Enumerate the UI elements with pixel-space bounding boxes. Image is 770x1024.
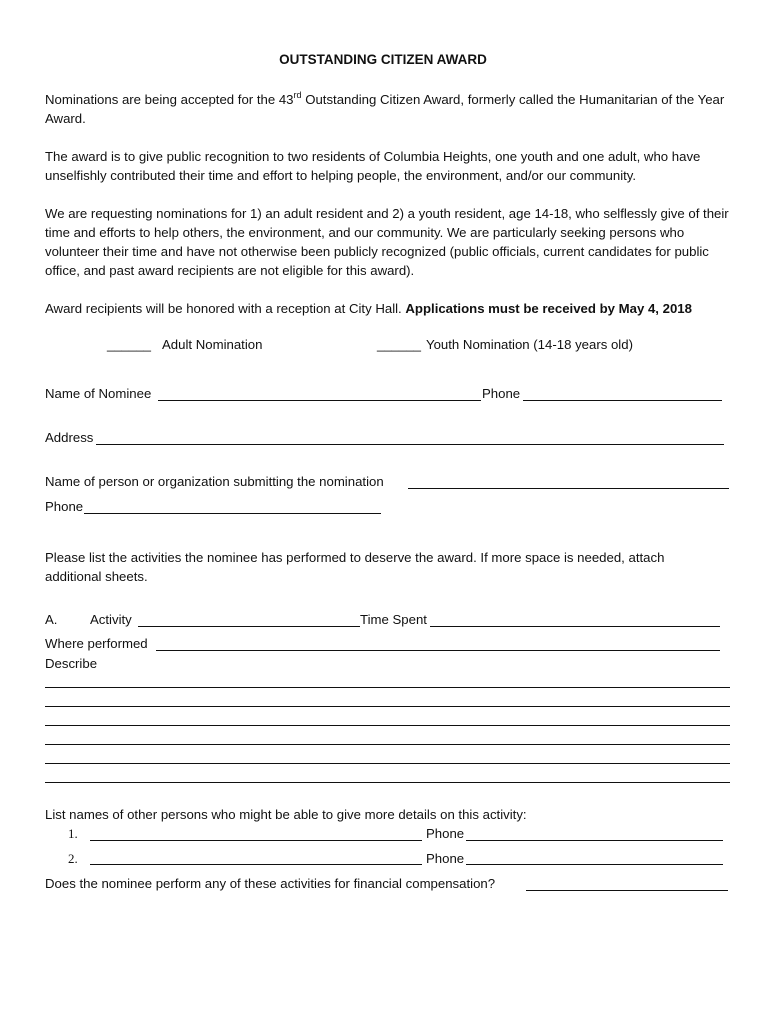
intro-text: Nominations are being accepted for the 43: [45, 92, 294, 107]
describe-label: Describe: [45, 656, 98, 671]
reception-note: [45, 299, 735, 318]
reference-name-field-2[interactable]: [90, 864, 422, 865]
reference-number-1: 1.: [68, 826, 78, 841]
adult-nomination-blank[interactable]: ______: [107, 337, 152, 352]
reference-number-2: 2.: [68, 851, 78, 866]
where-performed-field[interactable]: [156, 650, 720, 651]
where-performed-label: Where performed: [45, 636, 148, 651]
intro-paragraph: [45, 90, 735, 128]
reference-name-field-1[interactable]: [90, 840, 422, 841]
reference-phone-label-1: Phone: [426, 826, 465, 841]
form-title: OUTSTANDING CITIZEN AWARD: [279, 52, 487, 67]
nominee-name-field[interactable]: [158, 400, 481, 401]
describe-line-1[interactable]: [45, 687, 730, 688]
describe-line-4[interactable]: [45, 744, 730, 745]
application-deadline: Applications must be received by May 4, 2018: [405, 301, 692, 316]
describe-line-6[interactable]: [45, 782, 730, 783]
submitter-phone-label: Phone: [45, 499, 84, 514]
describe-line-5[interactable]: [45, 763, 730, 764]
submitter-name-field[interactable]: [408, 488, 729, 489]
ordinal-suffix: rd: [293, 90, 302, 100]
describe-line-3[interactable]: [45, 725, 730, 726]
address-label: Address: [45, 430, 94, 445]
activities-prompt: Please list the activities the nominee has performed to deserve the award. If more space is needed, attach additional sheets.: [45, 550, 665, 584]
nominee-phone-label: Phone: [482, 386, 521, 401]
activity-letter: A.: [45, 612, 58, 627]
address-field[interactable]: [96, 444, 724, 445]
submitter-phone-field[interactable]: [84, 513, 381, 514]
submitter-name-label: Name of person or organization submitting the nomination: [45, 474, 384, 489]
award-description: The award is to give public recognition to two residents of Columbia Heights, one youth and one adult, who have unselfishly contributed their time and effort to helping people, the environment, and/or our community.: [45, 149, 701, 183]
time-spent-field[interactable]: [430, 626, 720, 627]
time-spent-label: Time Spent: [360, 612, 427, 627]
nominee-phone-field[interactable]: [523, 400, 722, 401]
compensation-question: Does the nominee perform any of these activities for financial compensation?: [45, 876, 496, 891]
youth-nomination-label: Youth Nomination (14-18 years old): [426, 337, 633, 352]
adult-nomination-label: Adult Nomination: [162, 337, 263, 352]
activity-field[interactable]: [138, 626, 360, 627]
reference-phone-field-1[interactable]: [466, 840, 723, 841]
activity-label: Activity: [90, 612, 132, 627]
nomination-request: We are requesting nominations for 1) an adult resident and 2) a youth resident, age 14-18, who selflessly give of their time and efforts to help others, the environment, and our community. We are particularly seeking persons who volunteer their time and have not otherwise been publicly recognized (public officials, current candidates for public office, and past award recipients are not eligible for this award).: [45, 206, 729, 278]
references-prompt: List names of other persons who might be able to give more details on this activity:: [45, 807, 527, 822]
compensation-answer-field[interactable]: [526, 890, 728, 891]
reception-text: Award recipients will be honored with a reception at City Hall.: [45, 301, 406, 316]
reference-phone-field-2[interactable]: [466, 864, 723, 865]
youth-nomination-blank[interactable]: ______: [377, 337, 422, 352]
intro-text-continued: Outstanding Citizen Award, formerly called the Humanitarian of the Year Award.: [45, 92, 725, 126]
reference-phone-label-2: Phone: [426, 851, 465, 866]
describe-line-2[interactable]: [45, 706, 730, 707]
nominee-name-label: Name of Nominee: [45, 386, 152, 401]
